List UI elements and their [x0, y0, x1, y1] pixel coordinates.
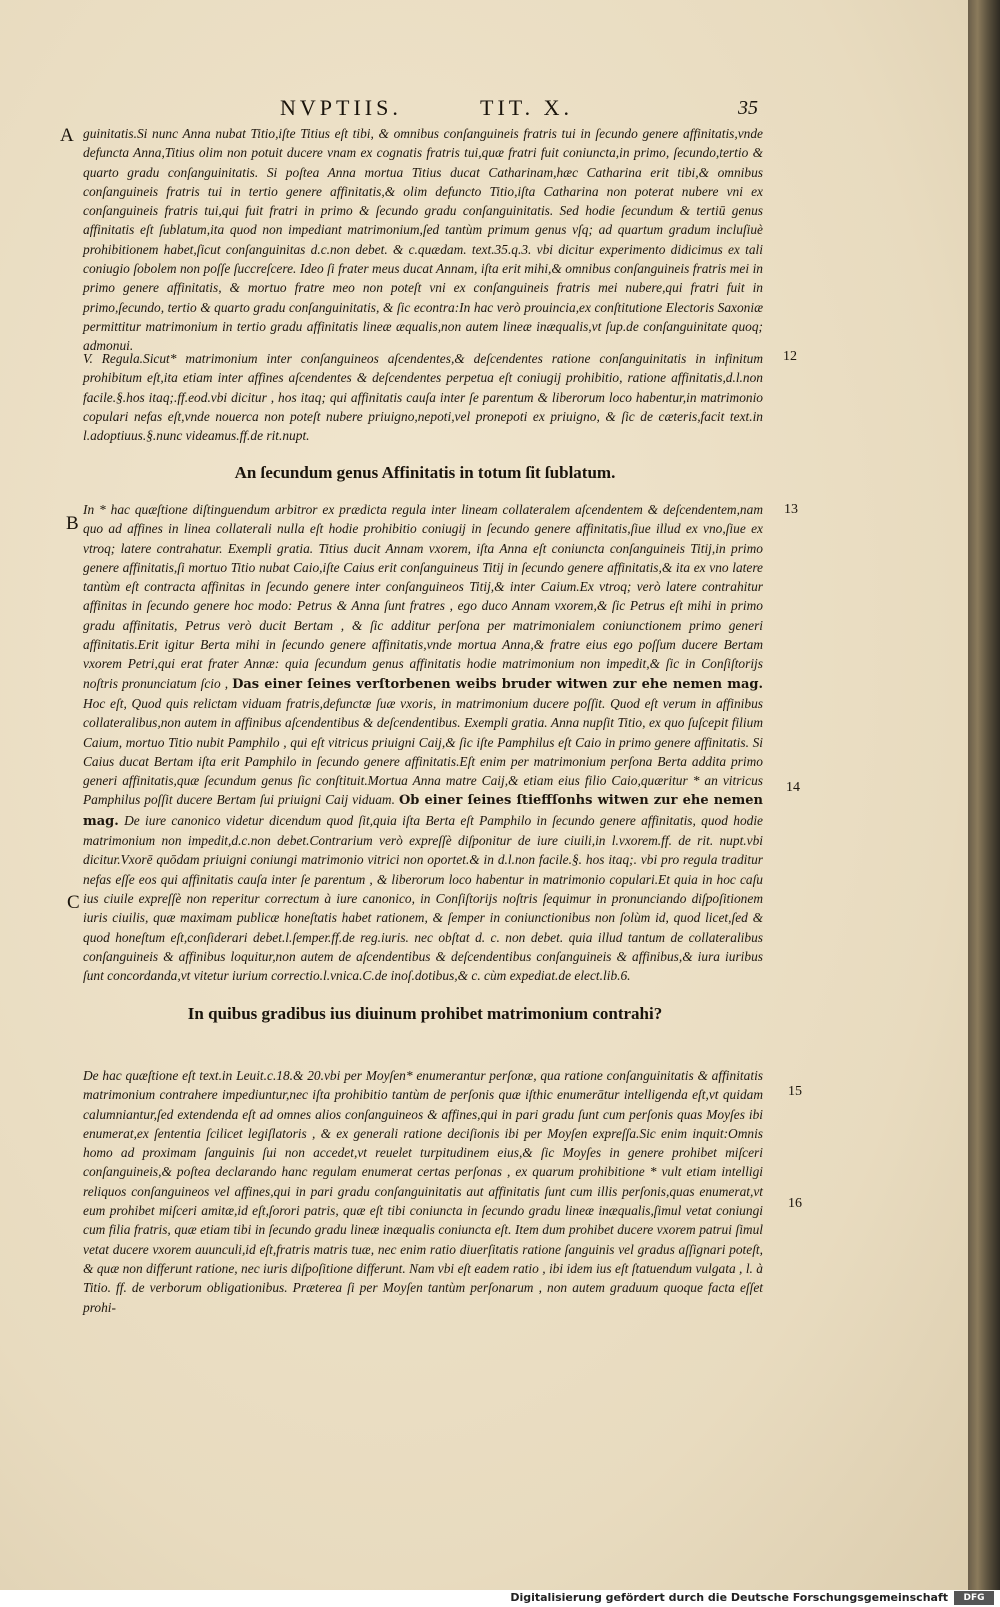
german-quote-2: Ob einer ſeines ſtieffſonhs witwen zur ehe nemen mag.: [83, 793, 764, 829]
margin-number-14: 14: [786, 780, 800, 795]
paragraph-3: [83, 500, 763, 985]
paragraph-1: guinitatis.Si nunc Anna nubat Titio,iſte Titius eſt tibi, & omnibus conſanguineis fratris tui in ſecundo genere affinitatis,vnde defuncta Anna,Titius olim non potuit ducere vnam ex cognatis fratris tui,quæ fratri fuit coniuncta,in primo, ſecundo,tertio & quarto gradu conſanguinitatis. Si poſtea Anna mortua Titius ducat Catharinam,hæc Catharina erit tibi,& omnibus conſanguineis fratris tui in tertio genere affinitatis,& olim defuncto Titio,iſta Catharina non poterat nubere vni ex conſanguineis fratris tui,qui fuit fratri in primo & ſecundo gradu conſanguinitatis. Sed hodie ſecundum & tertiū genus affinitatis eſt ſublatum,ita quod non impediant matrimonium,ſed tantùm primum genus vſq; ad quartum gradum incluſiuè prohibitionem habet,ſicut conſanguinitas d.c.non debet. & c.quædam. text.35.q.3. vbi dicitur experimento didicimus ex tali coniugio ſobolem non poſſe ſuccreſcere. Ideo ſi frater meus ducat Annam, iſta erit mihi,& omnibus conſanguineis fratris mei in primo genere affinitatis, & mortuo fratre meo non poteſt vni ex conſanguineis fratris mei nubere,qui fratri fuit in primo,ſecundo, tertio & quarto gradu conſanguinitatis, & ſic econtra:In hac verò prouincia,ex conſtitutione Electoris Saxoniæ permittitur matrimonium in tertio gradu affinitatis lineæ æqualis,non autem lineæ inæqualis,vt ſup.de conſanguinitate quoq; admonui.: [83, 126, 763, 354]
paragraph-2: V. Regula.Sicut* matrimonium inter conſanguineos aſcendentes,& deſcendentes ratione conſanguinitatis in infinitum prohibitum eſt,ita etiam inter affines aſcendentes & deſcendentes perpetua eſt coniugij prohibitio, ratione affinitatis,d.l.non facile.§.hos itaq;.ff.eod.vbi dicitur , hos itaq; qui affinitatis cauſa inter ſe parentum & liberorum loco habentur,in matrimonio copulari nefas eſt,vnde nouerca non poteſt nubere priuigno,nepoti,vel pronepoti ex priuigno, & ſic de cæteris,facit text.in l.adoptiuus.§.nunc videamus.ff.de rit.nupt.: [83, 351, 763, 444]
section-heading-2: In quibus gradibus ius diuinum prohibet matrimonium contrahi?: [187, 1004, 663, 1023]
margin-letter-a: A: [60, 125, 74, 146]
german-quote-1: Das einer ſeines verſtorbenen weibs bruder witwen zur ehe nemen mag.: [232, 676, 763, 692]
book-spine: [968, 0, 1000, 1607]
section-heading-1: An ſecundum genus Affinitatis in totum ſit ſublatum.: [234, 463, 616, 482]
paragraph-3-part-a: In * hac quæſtione diſtinguendum arbitror ex prædicta regula inter lineam collateralem aſcendentem & deſcendentem,nam quo ad affines in linea collaterali nulla eſt hodie prohibitio coniugij in ſecundo genere affinitatis,ſiue illud ex vno,ſiue ex vtroq; latere contrahatur. Exempli gratia. Titius ducit Annam vxorem, iſta Anna eſt coniuncta conſanguineis Titij,in primo genere affinitatis,ſi mortuo Titio nubat Caio,iſte Caius erit conſanguineus Titij in ſecundo genere affinitatis,& ita ex vno latere tantùm eſt contracta affinitas in ſecundo genere inter conſanguineos Titij,& inter Caium.Ex vtroq; verò latere contrahitur affinitas in ſecundo genere hoc modo: Petrus & Anna ſunt fratres , ego duco Annam vxorem,& ſic Petrus eſt mihi in primo gradu affinitatis, Petrus verò ducit Bertam , & ſic additur perſona per matrimonialem coniunctionem primo generi affinitatis.Erit igitur Berta mihi in ſecundo genere affinitatis,vnde mortua Anna,& fratre eius ego poſſum ducere Bertam vxorem Petri,qui erat frater Annæ: quia ſecundum genus affinitatis hodie matrimonium non impedit,& ſic in Conſiſtorijs noſtris pronunciatum ſcio ,: [83, 502, 763, 691]
margin-letter-b: B: [66, 513, 79, 534]
margin-letter-c: C: [67, 892, 80, 913]
paragraph-3-part-b: Hoc eſt, Quod quis relictam viduam fratris,defunctæ ſuæ vxoris, in matrimonium ducere poſſit. Quod eſt verum in affinibus collateralibus,non autem in affinibus aſcendentibus & deſcendentibus. Exempli gratia. Anna nupſit Titio, ex quo ſuſcepit filium Caium, mortuo Titio nubit Pamphilo , qui eſt vitricus priuigni Caij,& ſic iſte Pamphilus eſt Caio in primo genere affinitatis. Si Caius ducat Bertam iſta erit Pamphilo in ſecundo genere affinitatis.Eſt enim per matrimonium perſona Berta addita primo generi affinitatis,quæ ſecundum genus ſic conſtituit.Mortua Anna matre Caij,& etiam eius filio Caio,quæritur * an vitricus Pamphilus poſſit ducere Bertam ſui priuigni Caij viduam.: [83, 695, 763, 808]
header-section: TIT. X.: [480, 95, 573, 120]
margin-number-16: 16: [788, 1196, 802, 1211]
margin-number-13: 13: [784, 502, 798, 517]
margin-number-12: 12: [783, 349, 797, 364]
footer-credit: Digitalisierung gefördert durch die Deutsche Forschungsgemeinschaft: [510, 1591, 948, 1604]
paragraph-4: De hac quæſtione eſt text.in Leuit.c.18.& 20.vbi per Moyſen* enumerantur perſonæ, qua ratione conſanguinitatis & affinitatis matrimonium contrahere impediuntur,nec iſta prohibitio tantùm de perſonis quæ iſthic enumerātur intelligenda eſt,vt quidam calumniantur,ſed extendenda eſt ad omnes alios conſanguineos & affines,qui in pari gradu ſunt cum perſonis quas Moyſes ibi enumerat,ex ſententia ſcilicet legiſlatoris , & ex generali ratione deciſionis ibi per Moyſen expreſſa.Sic enim inquit:Omnis homo ad proximam ſanguinis ſui non accedet,vt reuelet turpitudinem eius,& ſic Moyſes in genere prohibet miſceri conſanguineis,& poſtea declarando hanc regulam enumerat certas perſonas , ex quarum prohibitione * vult etiam intelligi reliquos conſanguineos vel affines,qui in pari gradu conſanguinitatis aut affinitatis ſunt cum illis perſonis,quas enumerat,vt eum prohibet miſceri amitæ,id eſt,ſorori patris, quæ eſt tibi coniuncta in ſecundo gradu lineæ inæqualis,ſimul vetat coniungi cum filia fratris, quæ etiam tibi in ſecundo gradu lineæ inæqualis coniuncta eſt. Item dum prohibet ducere vxorem patrui ſimul vetat ducere vxorem auunculi,id eſt,fratris matris tuæ, nec enim ratio diuerſitatis ratione ſanguinis vel gradus aſſignari poteſt, & quæ non differunt ratione, nec iuris diſpoſitione differunt. Nam vbi eſt eadem ratio , ibi idem ius eſt ſtatuendum vulgata , l. à Titio. ff. de verborum obligationibus. Præterea ſi per Moyſen tantùm perſonarum , non autem graduum quoque facta eſſet prohi-: [83, 1068, 763, 1315]
page-number: 35: [738, 97, 758, 119]
header-title: NVPTIIS.: [280, 95, 402, 120]
margin-number-15: 15: [788, 1084, 802, 1099]
dfg-logo: DFG: [954, 1591, 994, 1605]
paragraph-3-part-c: De iure canonico videtur dicendum quod ſit,quia iſta Berta eſt Pamphilo in ſecundo genere affinitatis, quod hodie matrimonium non impedit,d.c.non debet.Contrarium verò expreſſè diſponitur de iure ciuili,in l.vxorem.ff. de rit. nupt.vbi dicitur.Vxorē quōdam priuigni coniungi matrimonio vitrici non oportet.& in d.l.non facile.§. hos itaq;. vbi pro regula traditur nefas eſſe eos qui affinitatis cauſa inter ſe parentum , & liberorum loco habentur in matrimonio copulari.Et quia in hoc caſu ius ciuile expreſſè non reperitur correctum à iure canonico, in Conſiſtorijs noſtris ſequimur in pronunciando diſpoſitionem iuris ciuilis, quæ maximam publicæ honeſtatis habet rationem, & ſemper in coniunctionibus non ſolùm id, quod licet,ſed & quod honeſtum eſt,conſiderari debet.l.ſemper.ff.de reg.iuris. nec obſtat d. c. non debet. quia illud tantum de collateralibus conſanguineis & affinibus loquitur,non autem de aſcendentibus & deſcendentibus conſanguineis & affinibus,& iura iuribus ſunt concordanda,vt vitetur iurium correctio.l.vnica.C.de inoſ.dotibus,& c. cùm expediat.de elect.lib.6.: [83, 812, 764, 984]
